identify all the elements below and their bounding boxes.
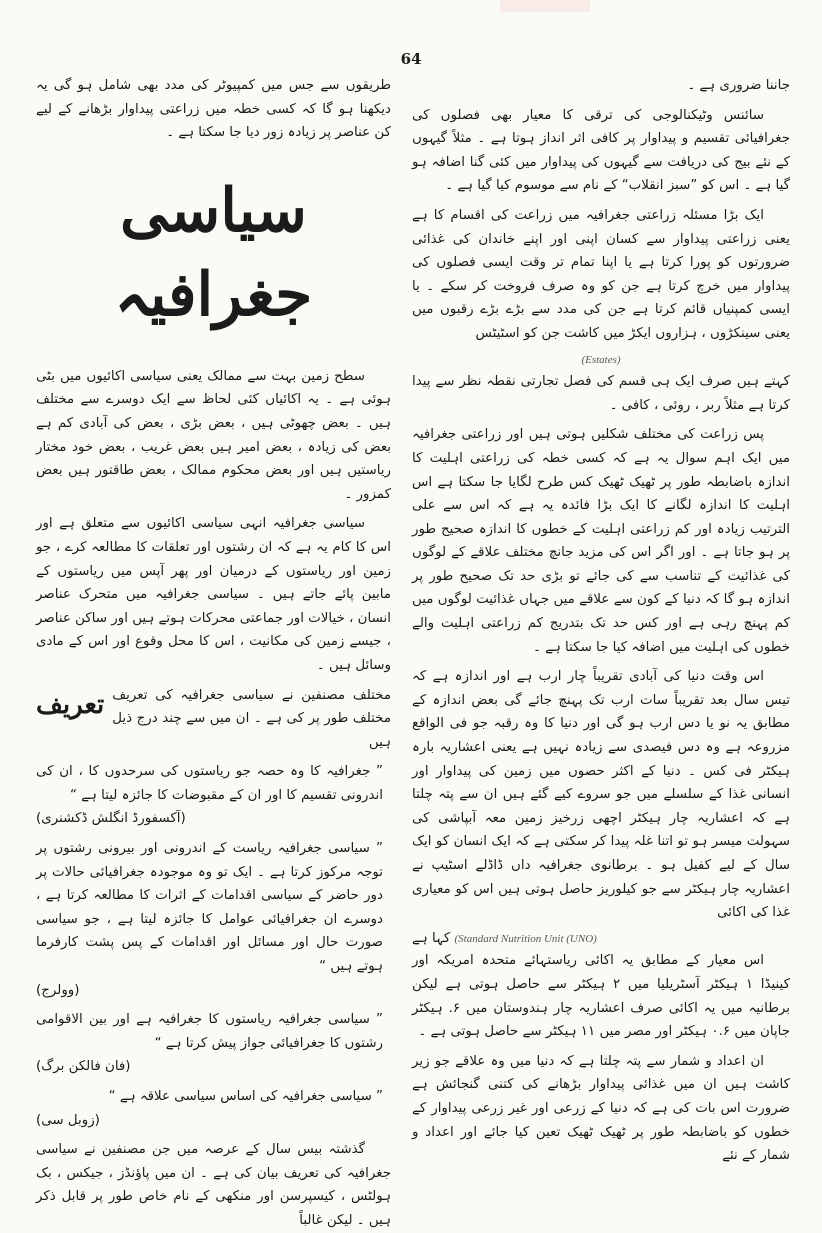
nutrition-unit-term: (Standard Nutrition Unit (UNO) (454, 932, 597, 945)
quote-1-source: (آکسفورڈ انگلش ڈکشنری) (36, 811, 186, 827)
left-paragraph-4: گذشتہ بیس سال کے عرصہ میں جن مصنفین نے سیاسی جغرافیہ کی تعریف بیان کی ہے ۔ ان میں پاؤنڈز ، جیکس ، بک ہولٹس ، کیسپرسن اور منکھی کے نام خاص طور پر قابل ذکر ہیں ۔ لیکن غالباً (36, 1142, 391, 1228)
left-column (36, 74, 391, 1228)
definition-quote-2 (36, 837, 391, 1002)
right-paragraph-6: ان اعداد و شمار سے پتہ چلتا ہے کہ دنیا میں وہ علاقے جو زیر کاشت ہیں ان میں غذائی پیداوار بڑھانے کی کتنی گنجائش ہے ضرورت اس بات کی ہے کہ دنیا کے زرعی اور غیر زرعی پیداوار کے خطوں کو باضابطہ طور پر ٹھیک ٹھیک تعین کیا جائے اور اعداد و شمار کے نئے (412, 1053, 790, 1164)
left-paragraph-2: سیاسی جغرافیہ انہی سیاسی اکائیوں سے متعلق ہے اور اس کا کام یہ ہے کہ ان رشتوں اور تعلقات کا مطالعہ کرے ، جو زمین اور ریاستوں کے درمیان اور پھر آپس میں ریاستوں کے مابین پائے جاتے ہیں ۔ سیاسی جغرافیہ میں متحرک عناصر انسان ، خیالات اور جماعتی محرکات ہوتے ہیں اور ساکن عناصر ، جیسے زمین کی مکانیت ، اس کا محل وقوع اور اس کے مادی وسائل ہیں ۔ (36, 516, 391, 673)
quote-3-text: ” سیاسی جغرافیہ ریاستوں کا جغرافیہ ہے اور بین الاقوامی رشتوں کا جغرافیائی جواز پیش کرتا ہے “ (36, 1012, 383, 1051)
quote-1-text: ” جغرافیہ کا وہ حصہ جو ریاستوں کی سرحدوں کا ، ان کی اندرونی تقسیم کا اور ان کے مقبوضات کا جائزہ لیتا ہے “ (36, 764, 383, 803)
right-paragraph-3: پس زراعت کی مختلف شکلیں ہوتی ہیں اور زراعتی جغرافیہ میں ایک اہم سوال یہ ہے کہ کسی خطہ کی زراعتی اہلیت کا اندازہ باضابطہ طور پر ٹھیک ٹھیک کس طرح لگایا جا سکتا ہے اس اہلیت کا اندازہ لگانے کا ایک بڑا فائدہ یہ ہے کہ اس سے علی الترتیب زیادہ اور کم زراعتی اہلیت کے خطوں کا اندازہ صحیح طور پر ہو جاتا ہے ۔ اور اگر اس کی مزید جانچ مختلف علاقے کے لوگوں کی غذائیت کے تناسب سے کی جائے تو بڑی حد تک صحیح طور پر اندازہ ہو گا کہ دنیا کے کون سے علاقے میں جہاں غذائیت لوگوں میں کم پہنچ رہی ہے اور کس حد تک بتدریج کم زراعتی اہلیت والے خطوں کی اہلیت میں اضافہ کیا جا سکتا ہے ۔ (412, 427, 790, 655)
definition-subheading: تعریف (36, 689, 105, 720)
left-paragraph-0: طریقوں سے جس میں کمپیوٹر کی مدد بھی شامل ہو گی یہ دیکھنا ہو گا کہ کسی خطہ میں زراعتی پیداوار بڑھانے کے لیے کن عناصر پر زیادہ زور دیا جا سکتا ہے ۔ (36, 78, 391, 141)
quote-4-text: ” سیاسی جغرافیہ کی اساس سیاسی علاقہ ہے “ (108, 1089, 383, 1104)
left-paragraph-3: مختلف مصنفین نے سیاسی جغرافیہ کی تعریف مختلف طور پر کی ہے ۔ ان میں سے چند درج ذیل ہیں (112, 687, 391, 750)
quote-3-source: (فان فالکن برگ) (36, 1059, 131, 1075)
estates-term: (Estates) (581, 353, 621, 366)
right-paragraph-0: جاننا ضروری ہے ۔ (687, 78, 790, 93)
nutrition-unit-wrapper (412, 927, 790, 952)
right-paragraph-1: سائنس وٹیکنالوجی کی ترقی کا معیار بھی فصلوں کی جغرافیائی تقسیم و پیداوار پر کافی اثر انداز ہوتا ہے ۔ مثلاً گیہوں کے نئے بیج کی دریافت سے گیہوں کی پیداوار میں کئی گنا اضافہ ہو گیا ہے ۔ اس کو ”سبز انقلاب“ کے نام سے موسوم کیا گیا ہے ۔ (412, 107, 790, 194)
right-column (412, 74, 790, 1164)
left-paragraph-1: سطح زمین بہت سے ممالک یعنی سیاسی اکائیوں میں بٹی ہوئی ہے ۔ یہ اکائیاں کئی لحاظ سے ایک دوسرے سے مختلف ہیں ۔ بعض چھوٹی ہیں ، بعض بڑی ، بعض کی آبادی کم ہے بعض کی زیادہ ، بعض امیر ہیں بعض غریب ، بعض خود مختار ریاستیں ہیں اور بعض محکوم ممالک ، بعض طاقتور ہیں بعض کمزور ۔ (36, 368, 391, 502)
definition-row (36, 684, 391, 755)
right-paragraph-2: ایک بڑا مسئلہ زراعتی جغرافیہ میں زراعت کی اقسام کا ہے یعنی زراعتی پیداوار سے کسان اپنی اور اپنے خاندان کی غذائی ضرورتوں کو پورا کرتا ہے یا اپنا تمام تر وقت ایسی فصلوں کی پیداوار میں خرچ کرتا ہے جن کو وہ صرف فروخت کر سکے ۔ یا ایسی کمپنیاں قائم کرتا ہے جن کی مدد سے بڑے بڑے رقبوں میں یعنی سینکڑوں ، ہزاروں ایکڑ میں کاشت جن کو اسٹیٹس (412, 207, 790, 341)
quote-4-source: (زوبل سی) (36, 1112, 100, 1128)
quote-2-source: (وولرج) (36, 982, 80, 998)
definition-quote-3 (36, 1008, 391, 1079)
right-paragraph-2b: کہتے ہیں صرف ایک ہی قسم کی فصل تجارتی نقطہ نظر سے پیدا کرتا ہے مثلاً ربر ، روئی ، کافی ۔ (412, 374, 790, 413)
page-number: 64 (400, 50, 422, 68)
definition-quote-1 (36, 760, 391, 831)
quote-2-text: ” سیاسی جغرافیہ ریاست کے اندرونی اور بیرونی رشتوں پر توجہ مرکوز کرتا ہے ۔ ایک تو وہ موجودہ جغرافیائی حالات پر دور حاضر کے سیاسی اقدامات کے اثرات کا مطالعہ کرتا ہے ، دوسرے ان جغرافیائی عوامل کا جائزہ لیتا ہے ، جو سیاسی صورت حال اور مسائل اور اقدامات کے پس پشت کارفرما ہوتے ہیں “ (36, 841, 383, 975)
section-title: سیاسی جغرافیہ (114, 175, 313, 330)
right-paragraph-5: اس معیار کے مطابق یہ اکائی ریاستہائے متحدہ امریکہ اور کینیڈا ۱ ہیکٹر آسٹریلیا میں ۲ ہیکٹر سے حاصل ہوتی ہے لیکن برطانیہ میں یہ اکائی صرف اعشاریہ چار ہندوستان میں ۶. ہیکٹر جاپان میں ۰.۶ ہیکٹر اور مصر میں ۱۱ ہیکٹر سے حاصل ہوتی ہے ۔ (412, 953, 790, 1040)
nutrition-unit-suffix: کہا ہے (412, 930, 451, 946)
definition-quote-4 (36, 1085, 391, 1132)
right-paragraph-4: اس وقت دنیا کی آبادی تقریباً چار ارب ہے اور اندازہ ہے کہ تیس سال بعد تقریباً سات ارب تک پہنچ جائے گی بعض اندازہ کے مطابق یہ نو یا دس ارب ہو گی اور دنیا کا وہ رقبہ جو فی الواقع مزروعہ ہے وہ دس فیصدی سے زیادہ نہیں ہے یعنی اعشاریہ بارہ ہیکٹر فی کس ۔ دنیا کے اکثر حصوں میں زمین کی پیداوار اور انسانی غذا کے سلسلے میں جو سروے کیے گئے ہیں ان سے پتہ چلتا ہے کہ اعشاریہ چار ہیکٹر اچھی زرخیز زمین معہ آبپاشی کی سہولت میسر ہو تو اتنا غلہ پیدا کر سکتی ہے کہ ایک انسان کو ایک سال کے لیے کفیل ہو ۔ برطانوی جغرافیہ داں ڈاڈلے اسٹیپ نے اعشاریہ چار ہیکٹر سے جو کیلوریز حاصل ہوتی ہیں اس کو معیاری غذا کی اکائی (412, 669, 790, 921)
estates-term-wrapper (412, 348, 790, 373)
top-edge-smudge (500, 0, 590, 12)
